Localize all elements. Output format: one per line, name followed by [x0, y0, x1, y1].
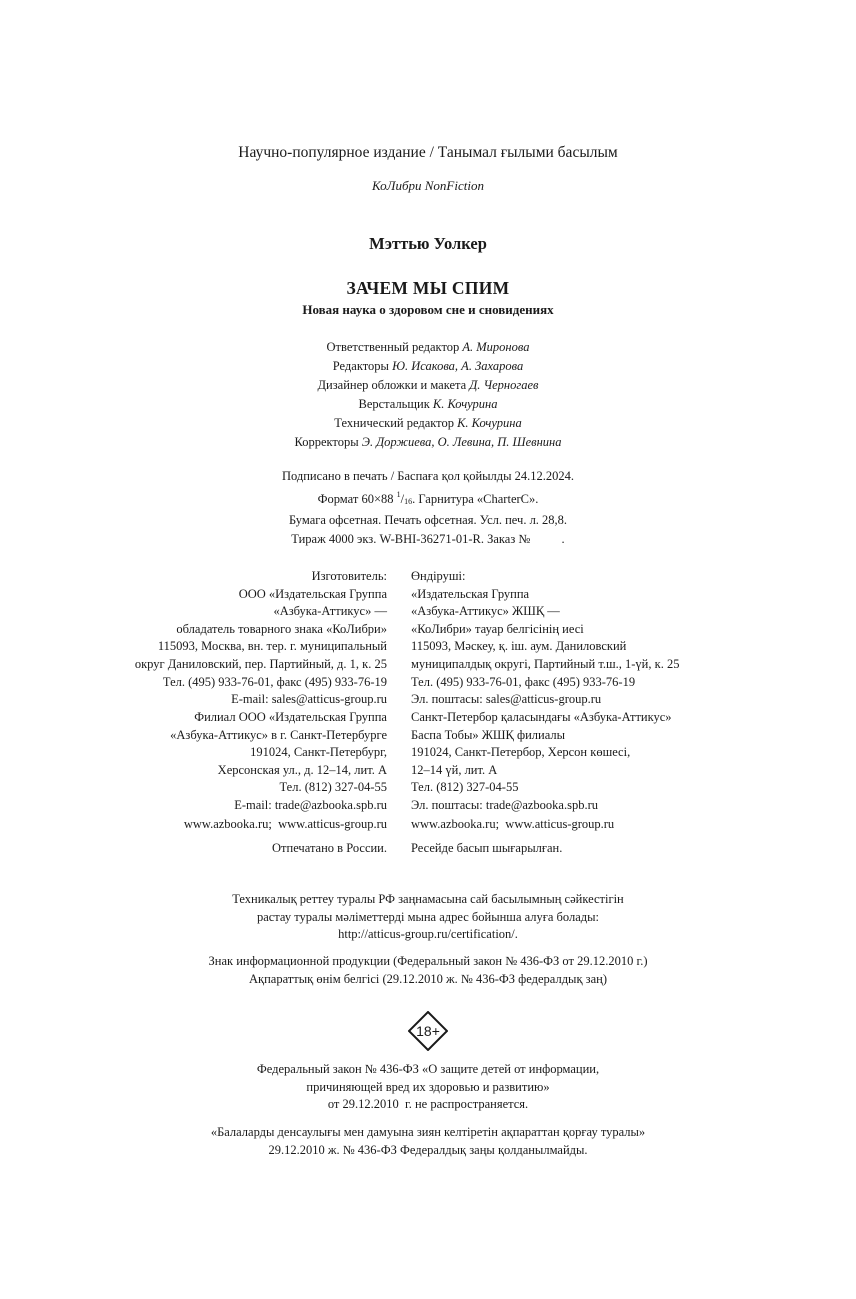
paper-line: Бумага офсетная. Печать офсетная. Усл. печ. л. 28,8.	[288, 513, 568, 527]
printed-ru: Отпечатано в России.	[272, 841, 387, 855]
websites-kz: www.azbooka.ru; www.atticus-group.ru	[411, 817, 615, 831]
printed-kz: Ресейде басып шығарылған.	[411, 841, 563, 855]
publishing-info	[0, 467, 856, 548]
edition-type: Научно-популярное издание / Танымал ғылыми басылым	[238, 144, 618, 161]
manufacturer-ru: Изготовитель: ООО «Издательская Группа «Азбука-Аттикус» — обладатель товарного знака «КоЛибри» 115093, Москва, вн. тер. г. муниципальный округ Даниловский, пер. Партийный, д. 1, к. 25 Тел. (495) 933-76-01, факс (495) 933-76-19 E-mail: sales@atticus-group.ru	[134, 569, 387, 707]
credit-line: Корректоры Э. Доржиева, О. Левина, П. Шевнина	[294, 435, 562, 449]
age-rating-text: 18+	[416, 1023, 440, 1039]
credit-line: Редакторы Ю. Исакова, А. Захарова	[332, 359, 524, 373]
certification-block: Техникалық реттеу туралы РФ заңнамасына сай басылымның сәйкестігін растау туралы мәліметтерді мына адрес бойынша алуға болады: http://atticus-group.ru/certification/.	[232, 892, 624, 942]
book-subtitle: Новая наука о здоровом сне и сновидениях	[302, 302, 554, 317]
manufacturer-kz: Өндіруші: «Издательская Группа «Азбука-Аттикус» ЖШҚ — «КоЛибри» тауар белгісінің иесі 115093, Мәскеу, қ. іш. аум. Даниловский муниципалдық округі, Партийный т.ш., 1-үй, к. 25 Тел. (495) 933-76-01, факс (495) 933-76-19 Эл. поштасы: sales@atticus-group.ru	[411, 569, 680, 707]
author-name: Мэттью Уолкер	[369, 234, 487, 253]
format-line: Формат 60×88 $^1/_{16}$. Гарнитура «CharterC».	[317, 489, 539, 506]
credit-line: Дизайнер обложки и макета Д. Черногаев	[317, 378, 539, 392]
signed-line: Подписано в печать / Баспаға қол қойылды 24.12.2024.	[281, 469, 575, 483]
credit-line: Ответственный редактор А. Миронова	[326, 340, 530, 354]
series-name: КоЛибри NonFiction	[372, 178, 484, 193]
info-sign-block: Знак информационной продукции (Федеральный закон № 436-ФЗ от 29.12.2010 г.) Ақпараттық өнім белгісі (29.12.2010 ж. № 436-ФЗ федералдық заң)	[208, 954, 648, 986]
credit-line: Технический редактор К. Кочурина	[334, 416, 522, 430]
law-kz-block: «Балаларды денсаулығы мен дамуына зиян келтіретін ақпараттан қорғау туралы» 29.12.2010 ж. № 436-ФЗ Федералдық заңы қолданылмайды.	[210, 1125, 646, 1157]
law-ru-block: Федеральный закон № 436-ФЗ «О защите детей от информации, причиняющей вред их здоровью и развитию» от 29.12.2010 г. не распространяется.	[256, 1062, 600, 1112]
credits-block	[0, 338, 856, 452]
book-title: ЗАЧЕМ МЫ СПИМ	[346, 278, 510, 298]
websites-ru: www.azbooka.ru; www.atticus-group.ru	[183, 817, 387, 831]
credit-line: Верстальщик К. Кочурина	[358, 397, 498, 411]
branch-kz: Санкт-Петербор қаласындағы «Азбука-Аттикус» Баспа Тобы» ЖШҚ филиалы 191024, Санкт-Петербор, Херсон көшесі, 12–14 үй, лит. А Тел. (812) 327-04-55 Эл. поштасы: trade@azbooka.spb.ru	[411, 710, 672, 812]
branch-ru: Филиал ООО «Издательская Группа «Азбука-Аттикус» в г. Санкт-Петербурге 191024, Санкт-Петербург, Херсонская ул., д. 12–14, лит. А Тел. (812) 327-04-55 E-mail: trade@azbooka.spb.ru	[170, 710, 387, 812]
age-rating-badge	[408, 1011, 448, 1051]
print-run-line: Тираж 4000 экз. W-BHI-36271-01-R. Заказ № .	[291, 531, 565, 546]
